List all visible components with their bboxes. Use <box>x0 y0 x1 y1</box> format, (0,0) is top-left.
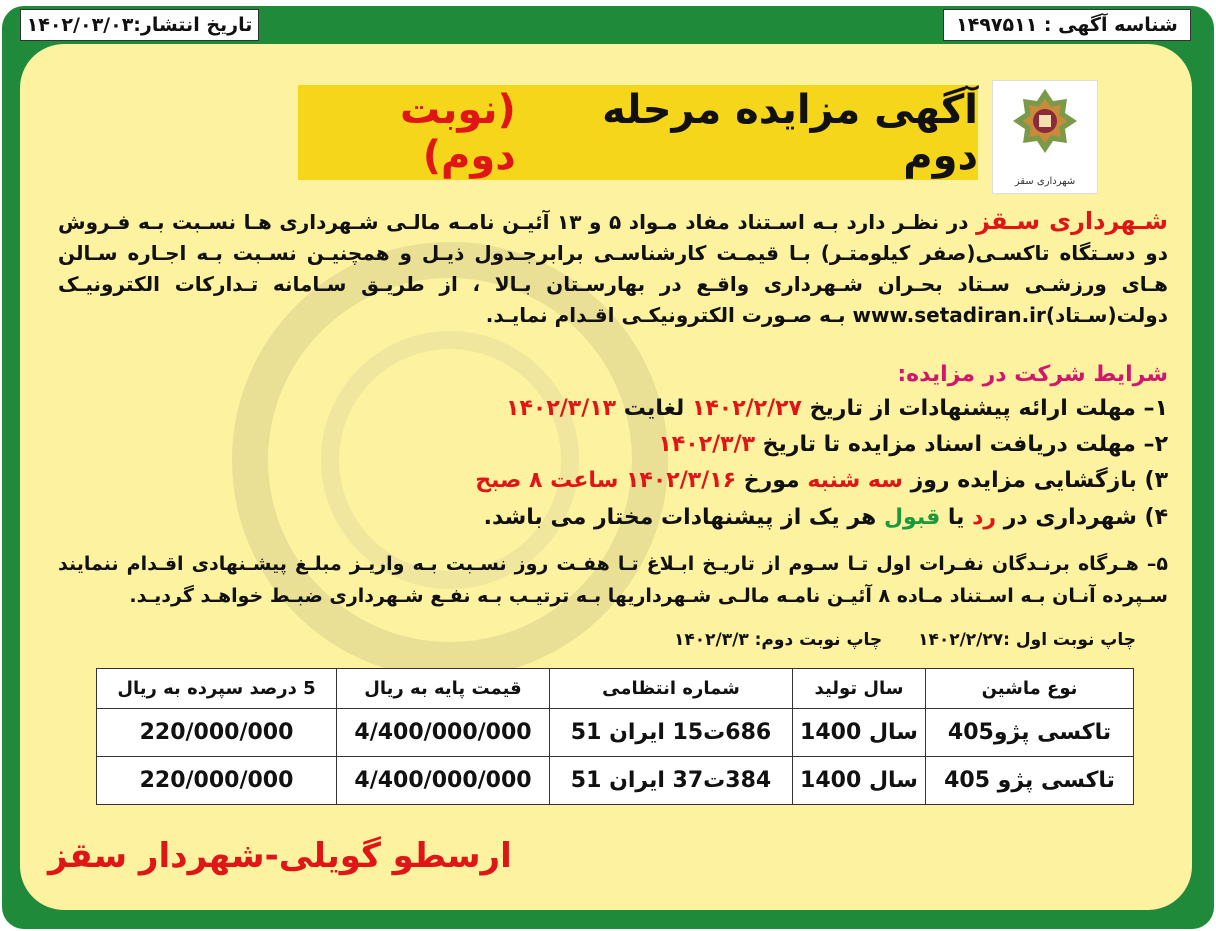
print-dates <box>644 630 1136 650</box>
publish-date: تاریخ انتشار:۱۴۰۲/۰۳/۰۳ <box>26 14 253 36</box>
condition-5: ۵– هـرگاه برنـدگان نفـرات اول تـا سـوم از تاریـخ ابـلاغ تـا هفـت روز نسـبت بـه واریـز مبلـغ پیشـنهادی اقـدام ننمایند سـپرده آنـان بـه اسـتناد مـاده ۸ آئیـن نامـه مالـی شـهرداریها بـه ترتیـب بـه نفـع شـهرداری ضبـط خواهـد گردیـد. <box>58 553 1168 607</box>
ad-id-box <box>943 9 1191 41</box>
condition-1-to: ۱۴۰۲/۳/۱۳ <box>506 396 617 421</box>
condition-4-prefix: ۴) شهرداری در <box>996 505 1168 530</box>
table-row <box>97 709 1134 757</box>
condition-2-date: ۱۴۰۲/۳/۳ <box>658 432 756 457</box>
cell-plate: 384ت37 ایران 51 <box>550 757 793 805</box>
cell-base-price: 4/400/000/000 <box>337 757 550 805</box>
condition-1-prefix: ۱– مهلت ارائه پیشنهادات از تاریخ <box>802 396 1168 421</box>
conditions-title: شرایط شرکت در مزایده: <box>897 362 1168 387</box>
municipality-emblem-icon <box>1011 87 1079 155</box>
publish-date-box <box>20 9 259 41</box>
ad-id: شناسه آگهی : ۱۴۹۷۵۱۱ <box>956 14 1178 36</box>
condition-1 <box>506 396 1168 421</box>
table-header-row <box>97 669 1134 709</box>
condition-4-or: یا <box>940 505 973 530</box>
condition-4-suffix: هر یک از پیشنهادات مختار می باشد. <box>483 505 884 530</box>
condition-3-prefix: ۳) بازگشایی مزایده روز <box>902 468 1168 493</box>
intro-org: شـهرداری سـقز <box>976 207 1169 235</box>
print-second: چاپ نوبت دوم: ۱۴۰۲/۳/۳ <box>674 630 883 650</box>
cell-year: سال 1400 <box>793 757 926 805</box>
header-plate: شماره انتظامی <box>550 669 793 709</box>
condition-1-from: ۱۴۰۲/۲/۲۷ <box>691 396 802 421</box>
condition-2-prefix: ۲– مهلت دریافت اسناد مزایده تا تاریخ <box>755 432 1168 457</box>
title-main: آگهی مزایده مرحله دوم <box>602 86 978 179</box>
cell-vehicle-type: تاکسی پژو405 <box>926 709 1134 757</box>
municipality-logo <box>992 80 1098 194</box>
condition-4-accept: قبول <box>883 505 941 530</box>
header-deposit: 5 درصد سپرده به ریال <box>97 669 337 709</box>
logo-caption: شهرداری سقز <box>1014 176 1076 187</box>
header-base-price: قیمت پایه به ریال <box>337 669 550 709</box>
cell-year: سال 1400 <box>793 709 926 757</box>
condition-1-mid: لغایت <box>616 396 692 421</box>
condition-3-mid: مورخ <box>736 468 808 493</box>
intro-paragraph <box>58 206 1168 331</box>
condition-4 <box>484 505 1168 530</box>
cell-deposit: 220/000/000 <box>97 709 337 757</box>
condition-2 <box>658 432 1168 457</box>
title-sub: (نوبت دوم) <box>400 86 516 179</box>
intro-text: در نظـر دارد بـه اسـتناد مفاد مـواد ۵ و ۱۳ آئیـن نامـه مالـی شـهرداری هـا نسـبت بـه فـروش دو دسـتگاه تاکسـی(صفر کیلومتـر) بـا قیمـت کارشناسـی برابرجـدول ذیـل و همچنیـن نسـبت بـه اجـاره سـالن هـای ورزشـی سـتاد بحـران شـهرداری واقـع در بهارسـتان بـالا ، از طریـق سـامانه تـدارکات الکترونیـک دولت(سـتاد)www.setadiran.ir بـه صـورت الکترونیکـی اقـدام نمایـد. <box>58 210 1168 327</box>
condition-4-reject: رد <box>972 505 997 530</box>
condition-3-day: سه شنبه <box>807 468 903 493</box>
cell-deposit: 220/000/000 <box>97 757 337 805</box>
condition-3 <box>475 468 1168 493</box>
vehicles-table <box>96 668 1134 805</box>
page-title <box>298 85 978 180</box>
cell-vehicle-type: تاکسی پژو 405 <box>926 757 1134 805</box>
signature: ارسطو گویلی-شهردار سقز <box>48 836 512 876</box>
cell-base-price: 4/400/000/000 <box>337 709 550 757</box>
print-first: چاپ نوبت اول :۱۴۰۲/۲/۲۷ <box>918 630 1136 650</box>
condition-3-date: ۱۴۰۲/۳/۱۶ ساعت ۸ صبح <box>475 468 737 493</box>
cell-plate: 686ت15 ایران 51 <box>550 709 793 757</box>
header-year: سال تولید <box>793 669 926 709</box>
header-vehicle-type: نوع ماشین <box>926 669 1134 709</box>
table-row <box>97 757 1134 805</box>
